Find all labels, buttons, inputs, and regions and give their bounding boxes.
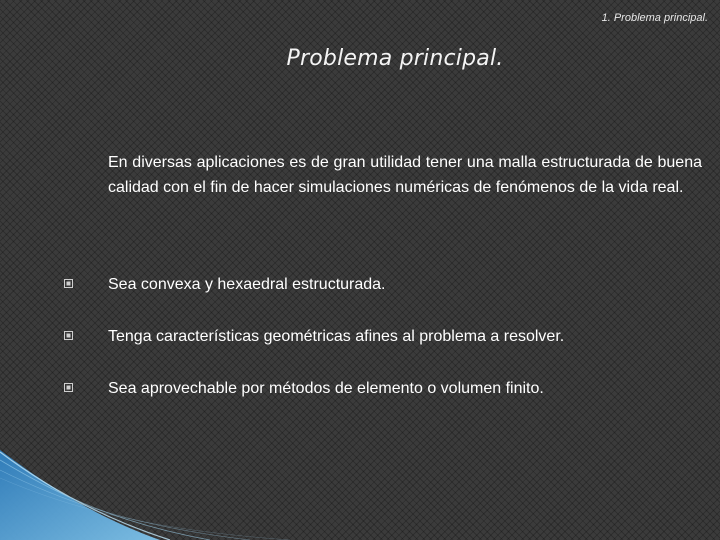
- bullet-item: [0, 272, 720, 298]
- bullet-text: Tenga características geométricas afines al problema a resolver.: [108, 328, 565, 345]
- intro-paragraph: En diversas aplicaciones es de gran utilidad tener una malla estructurada de buena calidad con el fin de hacer simulaciones numéricas de fenómenos de la vida real.: [108, 154, 702, 196]
- corner-wave-decoration: [0, 450, 300, 540]
- bullet-item: [0, 376, 720, 402]
- square-bullet-icon: [64, 331, 73, 340]
- bullet-list: [0, 272, 720, 428]
- slide-title: Problema principal.: [286, 46, 504, 71]
- square-bullet-icon: [64, 383, 73, 392]
- bullet-text: Sea aprovechable por métodos de elemento o volumen finito.: [108, 380, 544, 397]
- bullet-text: Sea convexa y hexaedral estructurada.: [108, 276, 386, 293]
- square-bullet-icon: [64, 279, 73, 288]
- bullet-item: [0, 324, 720, 350]
- section-header-label: 1. Problema principal.: [601, 12, 708, 24]
